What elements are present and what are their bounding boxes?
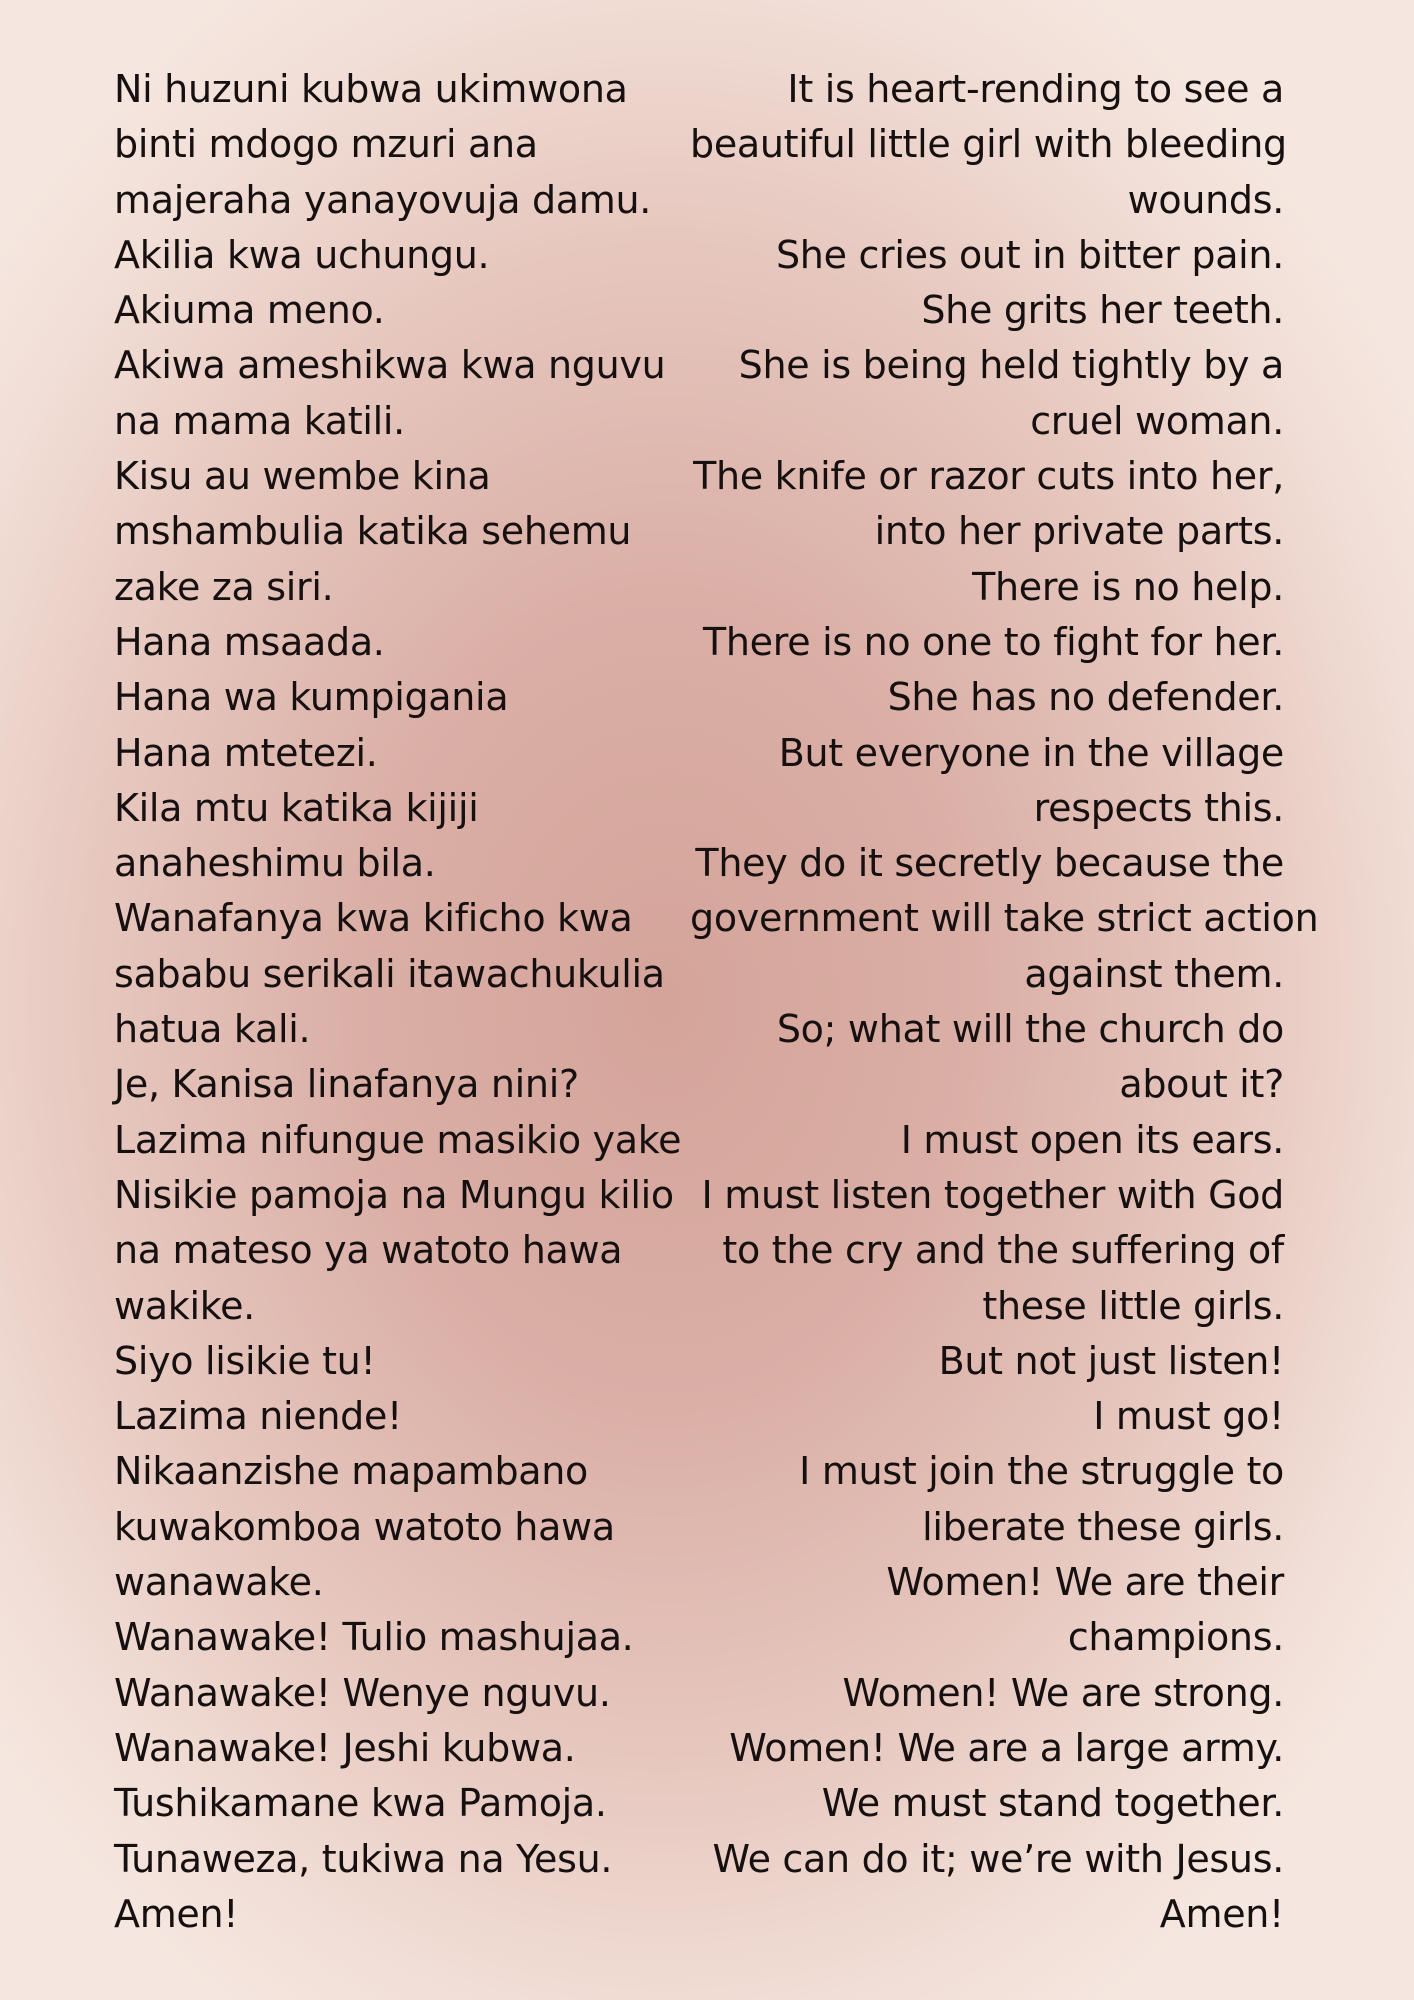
swahili-line: Hana msaada. <box>114 619 385 664</box>
swahili-line: sababu serikali itawachukulia <box>114 951 665 996</box>
english-line: But not just listen! <box>938 1338 1284 1383</box>
swahili-line: Hana mtetezi. <box>114 730 378 775</box>
swahili-line: Kila mtu katika kijiji <box>114 785 479 830</box>
swahili-line: Nikaanzishe mapambano <box>114 1449 588 1494</box>
english-line: I must join the struggle to <box>799 1449 1284 1494</box>
swahili-line: hatua kali. <box>114 1007 311 1052</box>
swahili-line: Hana wa kumpigania <box>114 675 509 720</box>
english-line: into her private parts. <box>874 509 1284 554</box>
english-line: beautiful little girl with bleeding <box>690 122 1287 167</box>
english-line: The knife or razor cuts into her, <box>693 454 1284 499</box>
swahili-line: Tushikamane kwa Pamoja. <box>114 1781 607 1826</box>
swahili-line: Akiwa ameshikwa kwa nguvu <box>114 343 666 388</box>
english-line: She cries out in bitter pain. <box>775 232 1284 277</box>
english-line: government will take strict action <box>690 896 1319 941</box>
english-line: We can do it; we’re with Jesus. <box>712 1836 1284 1881</box>
swahili-line: mshambulia katika sehemu <box>114 509 632 554</box>
swahili-line: binti mdogo mzuri ana <box>114 122 538 167</box>
english-line: I must listen together with God <box>701 1172 1284 1217</box>
english-line: She has no defender. <box>887 675 1284 720</box>
swahili-line: Amen! <box>114 1891 239 1936</box>
english-line: We must stand together. <box>821 1781 1284 1826</box>
english-line: So; what will the church do <box>776 1007 1284 1052</box>
english-line: But everyone in the village <box>778 730 1284 775</box>
swahili-line: Wanawake! Wenye nguvu. <box>114 1670 611 1715</box>
swahili-line: Lazima niende! <box>114 1394 402 1439</box>
english-line: I must go! <box>1093 1394 1284 1439</box>
english-line: cruel woman. <box>1030 398 1284 443</box>
swahili-line: Siyo lisikie tu! <box>114 1338 376 1383</box>
swahili-line: Nisikie pamoja na Mungu kilio <box>114 1172 674 1217</box>
english-line: respects this. <box>1033 785 1284 830</box>
swahili-line: wakike. <box>114 1283 255 1328</box>
swahili-line: anaheshimu bila. <box>114 841 436 886</box>
swahili-line: kuwakomboa watoto hawa <box>114 1504 615 1549</box>
english-line: liberate these girls. <box>922 1504 1284 1549</box>
english-line: There is no one to fight for her. <box>702 619 1284 664</box>
english-line: wounds. <box>1127 177 1284 222</box>
swahili-line: Ni huzuni kubwa ukimwona <box>114 67 628 111</box>
swahili-line: Wanafanya kwa kificho kwa <box>114 896 633 941</box>
english-line: these little girls. <box>982 1283 1284 1328</box>
english-line: They do it secretly because the <box>695 841 1284 886</box>
swahili-line: na mateso ya watoto hawa <box>114 1228 623 1273</box>
swahili-line: na mama katili. <box>114 398 405 443</box>
swahili-line: zake za siri. <box>114 564 334 609</box>
swahili-line: Akilia kwa uchungu. <box>114 232 490 277</box>
english-poem-column <box>690 62 1319 1942</box>
swahili-line: Wanawake! Tulio mashujaa. <box>114 1615 634 1660</box>
english-line: about it? <box>1119 1062 1284 1107</box>
english-line: It is heart-rending to see a <box>787 67 1284 111</box>
english-line: against them. <box>1024 951 1284 996</box>
swahili-poem-column <box>114 62 682 1942</box>
english-line: Women! We are a large army. <box>729 1725 1284 1770</box>
english-line: Amen! <box>1159 1891 1284 1936</box>
english-line: She is being held tightly by a <box>738 343 1284 388</box>
swahili-line: Kisu au wembe kina <box>114 454 491 499</box>
swahili-line: Wanawake! Jeshi kubwa. <box>114 1725 576 1770</box>
english-line: I must open its ears. <box>900 1117 1284 1162</box>
english-line: to the cry and the suffering of <box>722 1228 1284 1273</box>
swahili-line: Je, Kanisa linafanya nini? <box>114 1062 579 1107</box>
english-line: She grits her teeth. <box>921 288 1284 333</box>
swahili-line: Tunaweza, tukiwa na Yesu. <box>114 1836 613 1881</box>
swahili-line: Akiuma meno. <box>114 288 385 333</box>
english-line: There is no help. <box>972 564 1284 609</box>
english-line: Women! We are strong. <box>842 1670 1284 1715</box>
swahili-line: majeraha yanayovuja damu. <box>114 177 652 222</box>
swahili-line: Lazima nifungue masikio yake <box>114 1117 682 1162</box>
english-line: champions. <box>1067 1615 1284 1660</box>
english-line: Women! We are their <box>886 1560 1284 1605</box>
swahili-line: wanawake. <box>114 1560 324 1605</box>
